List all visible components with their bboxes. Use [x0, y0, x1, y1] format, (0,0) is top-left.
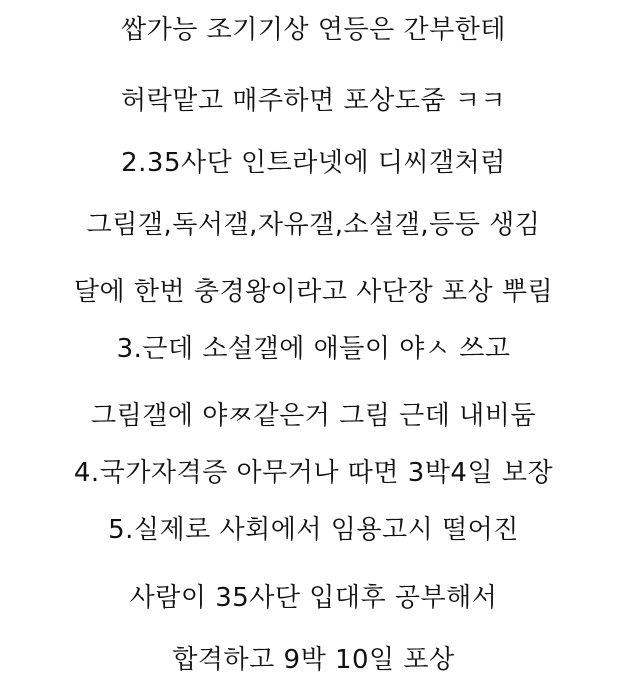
text-line: 3.근데 소설갤에 애들이 야ㅅ 쓰고 [116, 334, 511, 364]
text-line: 5.실제로 사회에서 임용고시 떨어진 [108, 515, 519, 545]
text-line: 사람이 35사단 입대후 공부해서 [129, 583, 498, 613]
text-line: 그림갤,독서갤,자유갤,소설갤,등등 생김 [86, 210, 541, 240]
text-line: 합격하고 9박 10일 포상 [172, 645, 455, 675]
text-line: 쌉가능 조기기상 연등은 간부한테 [121, 15, 506, 45]
text-line: 4.국가자격증 아무거나 따면 3박4일 보장 [73, 458, 554, 488]
text-line: 허락맡고 매주하면 포상도줌 ㅋㅋ [121, 86, 506, 116]
text-line: 달에 한번 충경왕이라고 사단장 포상 뿌림 [73, 277, 554, 307]
text-line: 그림갤에 야ㅉ같은거 그림 근데 내비둠 [91, 401, 536, 431]
text-line: 2.35사단 인트라넷에 디씨갤처럼 [121, 148, 506, 178]
